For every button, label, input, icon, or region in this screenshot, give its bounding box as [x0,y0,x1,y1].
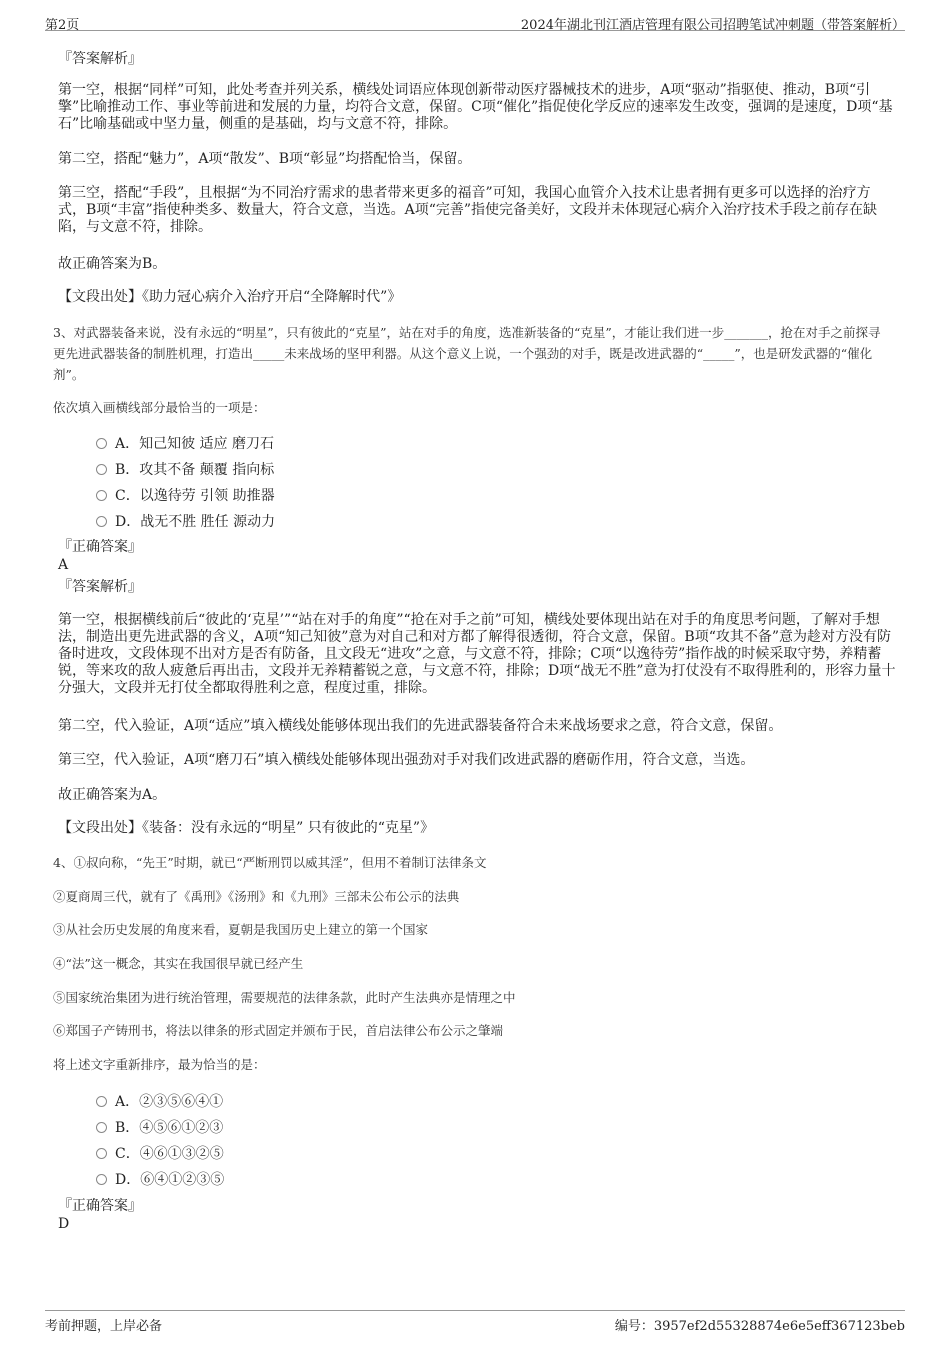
q4-item-4: ④“法”这一概念，其实在我国很早就已经产生 [53,956,304,971]
q3-option-a[interactable]: A．知己知彼 适应 磨刀石 [96,433,274,453]
footer-slogan: 考前押题，上岸必备 [45,1319,163,1334]
q2-analysis-p1: 第一空，根据“同样”可知，此处考查并列关系，横线处词语应体现创新带动医疗器械技术的进步，A项“驱动”指驱使、推动，B项“引擎”比喻推动工作、事业等前进和发展的力量，均符合文意，保留。C项“催化”指促使化学反应的速率发生改变，强调的是速度，D项“基石”比喻基础或中坚力量，侧重的是基础，均与文意不符，排除。 [58,82,893,132]
q3-answer-label: 『正确答案』 [58,539,142,555]
q4-item-1: 4、①叔向称，“先王”时期，就已“严断刑罚以威其淫”，但用不着制订法律条文 [53,855,487,870]
q3-analysis-p2: 第二空，代入验证，A项“适应”填入横线处能够体现出我们的先进武器装备符合未来战场要求之意，符合文意，保留。 [58,718,783,734]
q4-item-5: ⑤国家统治集团为进行统治管理，需要规范的法律条款，此时产生法典亦是情理之中 [53,990,516,1005]
q4-option-b[interactable]: B．④⑤⑥①②③ [96,1117,223,1137]
q4-option-c[interactable]: C．④⑥①③②⑤ [96,1143,224,1163]
q3-option-d[interactable]: D．战无不胜 胜任 源动力 [96,511,275,531]
q4-option-d[interactable]: D．⑥④①②③⑤ [96,1169,224,1189]
page-footer [45,1310,905,1334]
q4-item-3: ③从社会历史发展的角度来看，夏朝是我国历史上建立的第一个国家 [53,922,429,937]
q3-analysis-p3: 第三空，代入验证，A项“磨刀石”填入横线处能够体现出强劲对手对我们改进武器的磨砺作用，符合文意，当选。 [58,752,755,768]
q4-prompt: 将上述文字重新排序，最为恰当的是： [53,1057,266,1072]
q2-analysis-label: 『答案解析』 [58,51,142,67]
q4-answer: D [58,1216,70,1232]
q4-item-6: ⑥郑国子产铸刑书，将法以律条的形式固定并颁布于民，首启法律公布公示之肇端 [53,1023,504,1038]
q2-conclusion: 故正确答案为B。 [58,256,167,272]
document-title: 2024年湖北刊江酒店管理有限公司招聘笔试冲刺题（带答案解析） [520,18,905,33]
q3-option-c[interactable]: C．以逸待劳 引领 助推器 [96,485,275,505]
q4-answer-label: 『正确答案』 [58,1198,142,1214]
radio-icon[interactable] [96,1174,107,1185]
q2-analysis-p3: 第三空，搭配“手段”，且根据“为不同治疗需求的患者带来更多的福音”可知，我国心血管介入技术让患者拥有更多可以选择的治疗方式，B项“丰富”指使种类多、数量大，符合文意，当选。A项“完善”指使完备美好，文段并未体现冠心病介入治疗技术手段之前存在缺陷，与文意不符，排除。 [58,185,878,235]
q2-analysis-p2: 第二空，搭配“魅力”，A项“散发”、B项“彰显”均搭配恰当，保留。 [58,151,472,167]
q4-item-2: ②夏商周三代，就有了《禹刑》《汤刑》和《九刑》三部未公布公示的法典 [53,889,460,904]
q3-stem: 3、对武器装备来说，没有永远的“明星”，只有彼此的“克星”，站在对手的角度，选准新装备的“克星”，才能让我们进一步_______，抢在对手之前探寻更先进武器装备的制胜机理，打造出_____未来战场的坚甲利器。从这个意义上说，一个强劲的对手，既是改进武器的“_____”，也是研发武器的“催化剂”。 [53,325,881,382]
radio-icon[interactable] [96,490,107,501]
radio-icon[interactable] [96,438,107,449]
page-number: 第2页 [45,18,80,33]
q3-analysis-label: 『答案解析』 [58,579,142,595]
q3-source: 【文段出处】《装备：没有永远的“明星” 只有彼此的“克星”》 [58,820,435,836]
document-code: 编号：3957ef2d55328874e6e5eff367123beb [614,1319,905,1334]
radio-icon[interactable] [96,1148,107,1159]
q3-analysis-p1: 第一空，根据横线前后“彼此的‘克星’”“站在对手的角度”“抢在对手之前”可知，横线处要体现出站在对手的角度思考问题，了解对手想法，制造出更先进武器的含义，A项“知己知彼”意为对自己和对方都了解得很透彻，符合文意，保留。B项“攻其不备”意为趁对方没有防备时进攻，文段体现不出对方是否有防备，且文段无“进攻”之意，与文意不符，排除；C项“以逸待劳”指作战的时候采取守势，养精蓄锐，等来攻的敌人疲惫后再出击，文段并无养精蓄锐之意，与文意不符，排除；D项“战无不胜”意为打仗没有不取得胜利的，形容力量十分强大，文段并无打仗全都取得胜利之意，程度过重，排除。 [58,612,896,696]
q3-prompt: 依次填入画横线部分最恰当的一项是： [53,400,266,415]
radio-icon[interactable] [96,1096,107,1107]
q3-answer: A [58,557,69,573]
radio-icon[interactable] [96,1122,107,1133]
radio-icon[interactable] [96,464,107,475]
radio-icon[interactable] [96,516,107,527]
q4-option-a[interactable]: A．②③⑤⑥④① [96,1091,223,1111]
q2-source: 【文段出处】《助力冠心病介入治疗开启“全降解时代”》 [58,289,402,305]
q3-conclusion: 故正确答案为A。 [58,787,167,803]
q3-option-b[interactable]: B．攻其不备 颠覆 指向标 [96,459,274,479]
page-header [45,10,905,31]
